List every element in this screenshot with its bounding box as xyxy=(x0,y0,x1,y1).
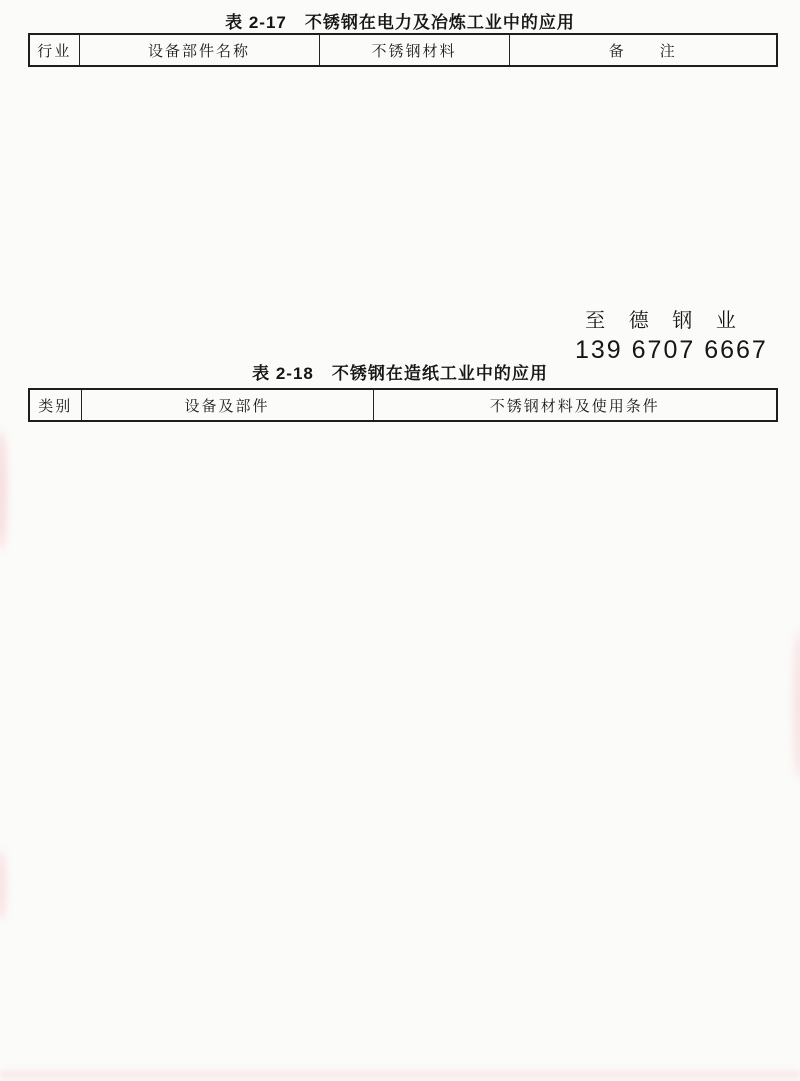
table1-header-equipment: 设备部件名称 xyxy=(79,34,319,66)
table1-header-remark: 备 注 xyxy=(509,34,777,66)
table1-header-industry: 行业 xyxy=(29,34,79,66)
table-2-17 xyxy=(28,33,778,67)
scan-smudge xyxy=(793,630,800,780)
watermark-brand-text: 至 德 钢 业 xyxy=(585,310,745,332)
table1-header-material: 不锈钢材料 xyxy=(319,34,509,66)
table2-header-equipment: 设备及部件 xyxy=(81,389,373,421)
table-2-17-title: 表 2-17 不锈钢在电力及冶炼工业中的应用 xyxy=(225,13,575,32)
table-2-17-header xyxy=(29,34,777,66)
watermark xyxy=(575,306,768,364)
scan-smudge xyxy=(0,1070,800,1079)
watermark-phone-number: 139 6707 6667 xyxy=(575,336,768,364)
scan-smudge xyxy=(0,850,6,920)
table-2-18-title: 表 2-18 不锈钢在造纸工业中的应用 xyxy=(252,364,548,383)
table2-header-category: 类别 xyxy=(29,389,81,421)
scan-smudge xyxy=(0,430,7,550)
table-2-18-header xyxy=(29,389,777,421)
table-2-18 xyxy=(28,388,778,422)
table2-header-material: 不锈钢材料及使用条件 xyxy=(373,389,777,421)
